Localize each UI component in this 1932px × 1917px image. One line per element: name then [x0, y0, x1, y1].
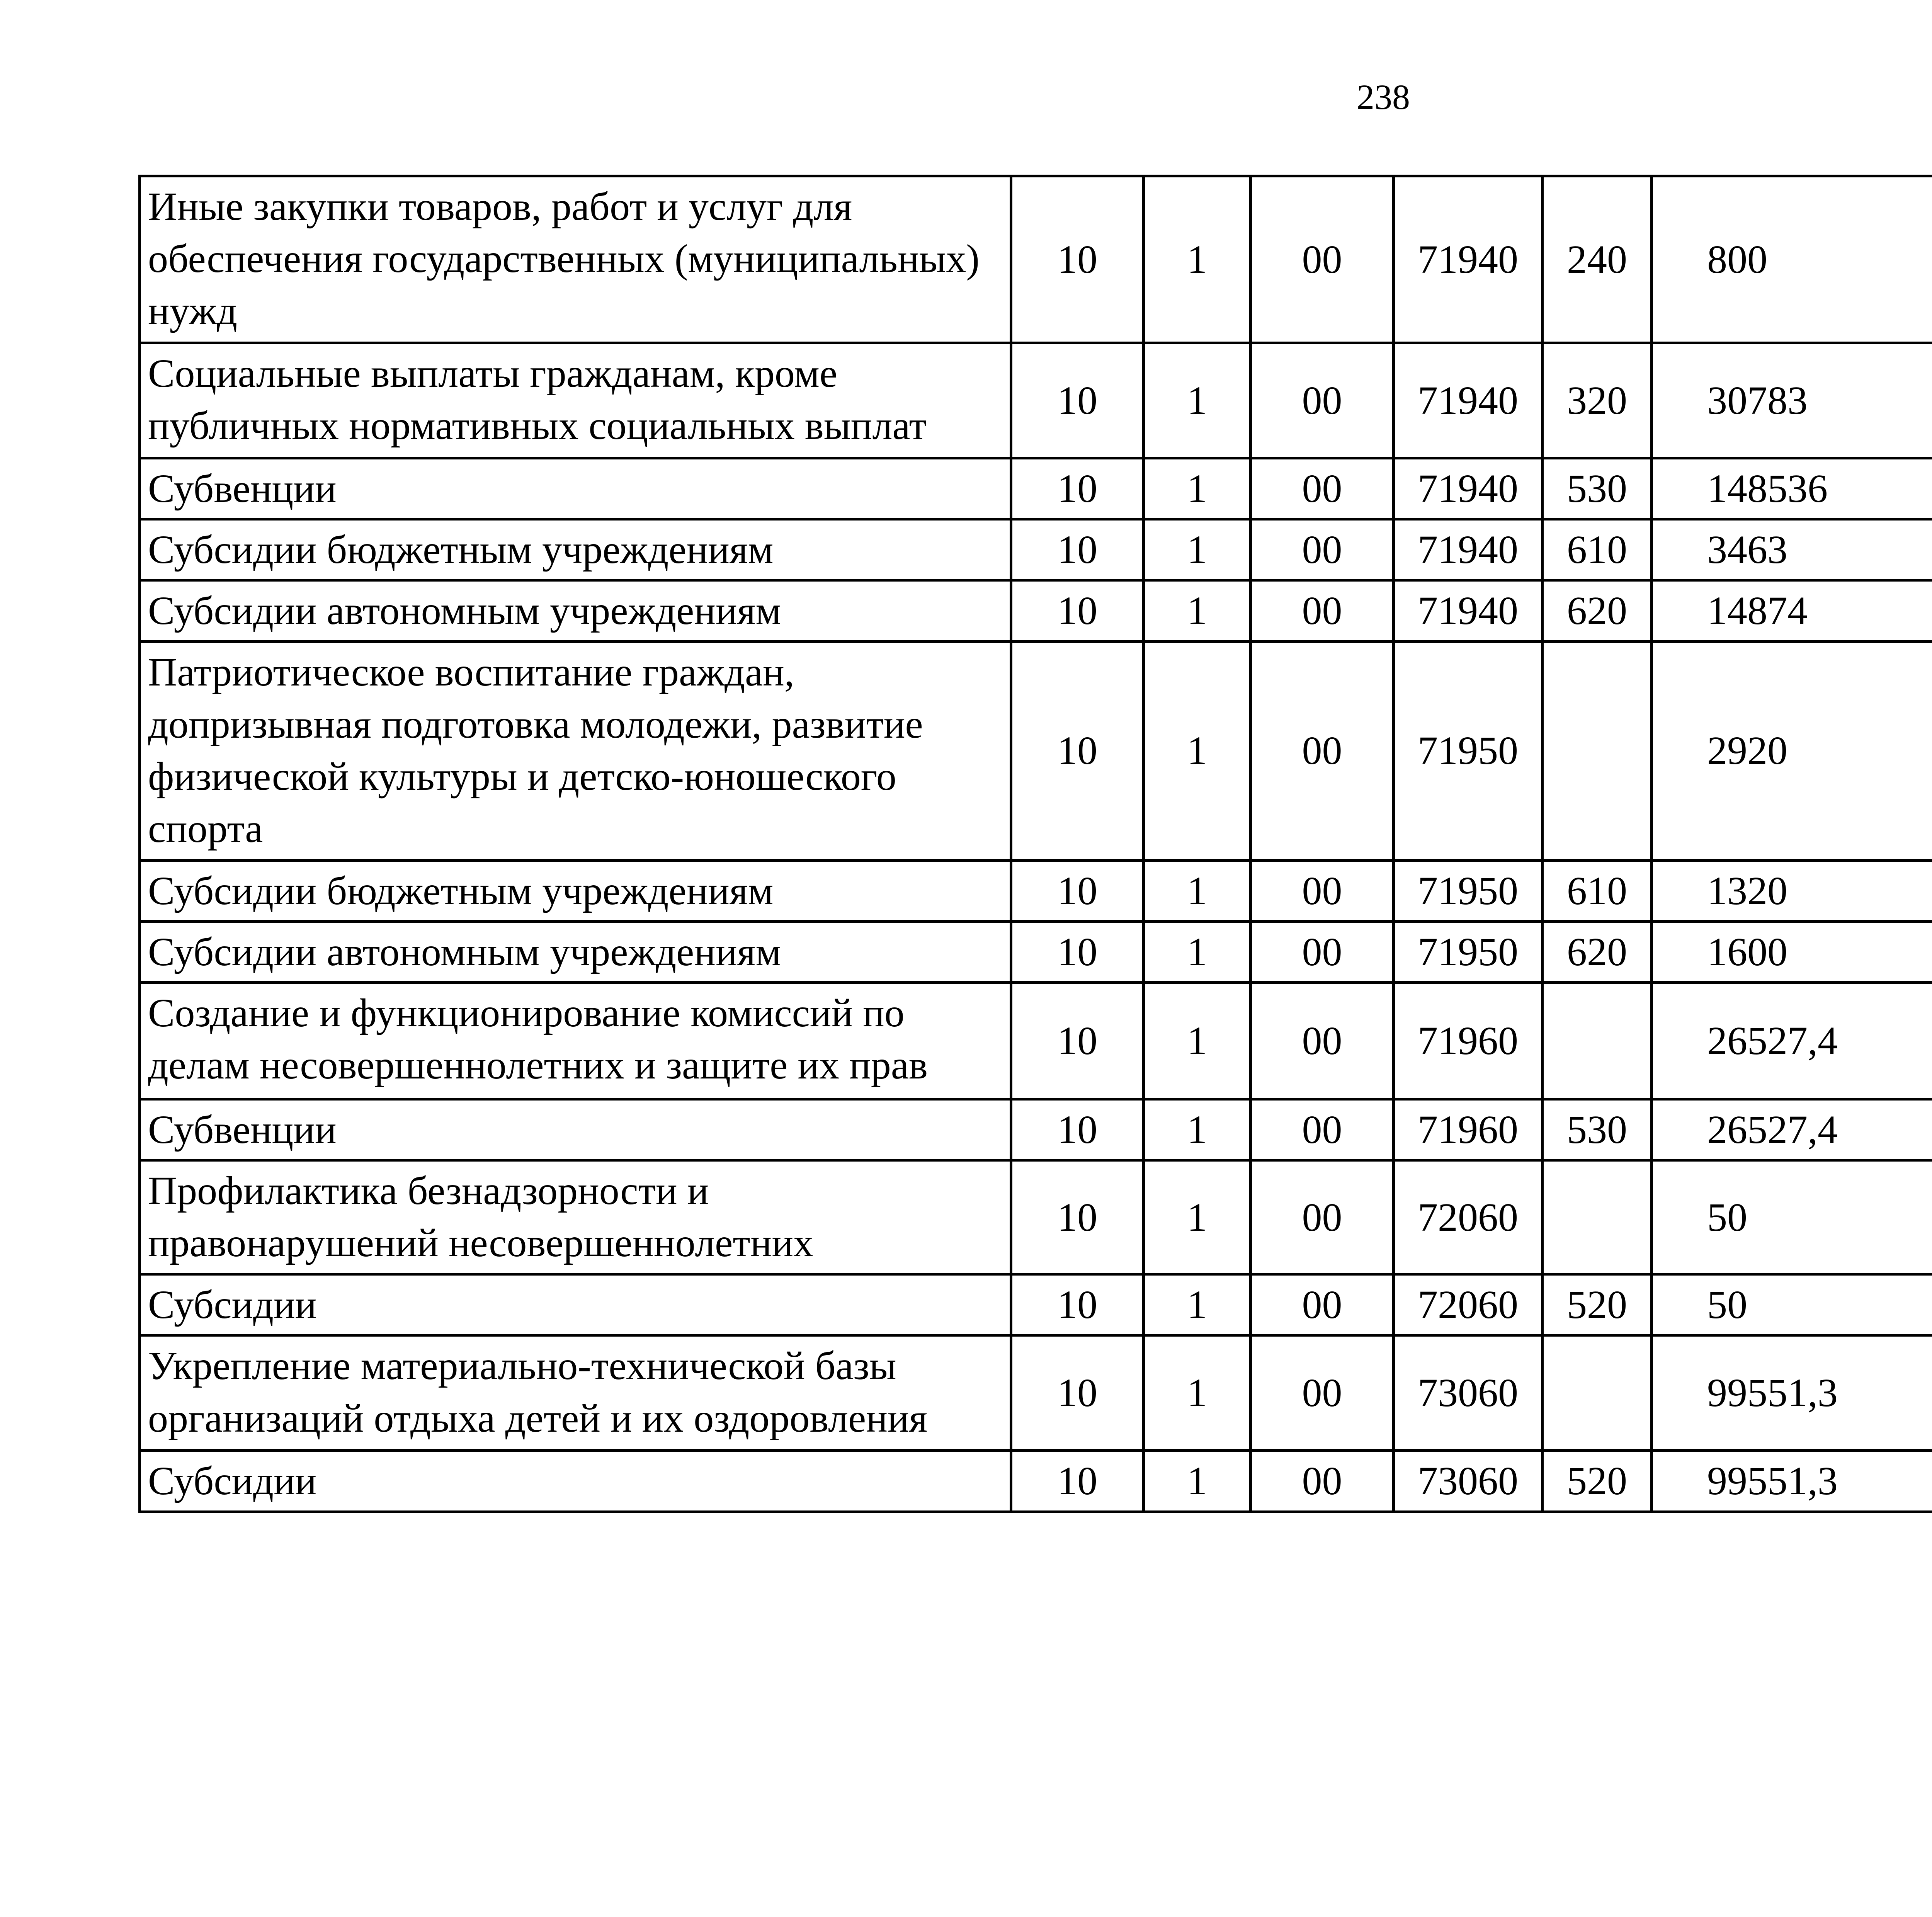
section-code-cell: 10 [1011, 1451, 1144, 1512]
expense-type-cell: 240 [1543, 176, 1652, 343]
item-name-cell: Патриотическое воспитание граждан, допризывная подготовка молодежи, развитие физической культуры и детско-юношеского спорта [140, 641, 1011, 860]
subprogram-code-cell: 00 [1251, 860, 1394, 921]
section-code-cell: 10 [1011, 1160, 1144, 1274]
section-code-cell: 10 [1011, 1274, 1144, 1335]
section-code-cell: 10 [1011, 860, 1144, 921]
section-code-cell: 10 [1011, 580, 1144, 641]
table-row [140, 921, 1932, 982]
target-code-cell: 71950 [1394, 641, 1543, 860]
subprogram-code-cell: 00 [1251, 1335, 1394, 1451]
item-name-cell: Иные закупки товаров, работ и услуг для обеспечения государственных (муниципальных) нужд [140, 176, 1011, 343]
section-code-cell: 10 [1011, 519, 1144, 580]
table-row [140, 458, 1932, 519]
section-code-cell: 10 [1011, 176, 1144, 343]
table-row [140, 1160, 1932, 1274]
subprogram-code-cell: 00 [1251, 641, 1394, 860]
section-code-cell: 10 [1011, 641, 1144, 860]
subprogram-code-cell: 00 [1251, 519, 1394, 580]
program-code-cell: 1 [1144, 176, 1251, 343]
expense-type-cell: 530 [1543, 1099, 1652, 1160]
item-name-cell: Субсидии [140, 1274, 1011, 1335]
target-code-cell: 73060 [1394, 1451, 1543, 1512]
amount-year1-cell: 148536 [1652, 458, 1932, 519]
table-row [140, 860, 1932, 921]
program-code-cell: 1 [1144, 1451, 1251, 1512]
section-code-cell: 10 [1011, 458, 1144, 519]
expense-type-cell: 610 [1543, 519, 1652, 580]
amount-year1-cell: 1320 [1652, 860, 1932, 921]
program-code-cell: 1 [1144, 641, 1251, 860]
amount-year1-cell: 50 [1652, 1274, 1932, 1335]
subprogram-code-cell: 00 [1251, 1451, 1394, 1512]
expense-type-cell: 520 [1543, 1274, 1652, 1335]
expense-type-cell [1543, 1160, 1652, 1274]
subprogram-code-cell: 00 [1251, 458, 1394, 519]
amount-year1-cell: 2920 [1652, 641, 1932, 860]
table-row [140, 982, 1932, 1099]
amount-year1-cell: 3463 [1652, 519, 1932, 580]
program-code-cell: 1 [1144, 519, 1251, 580]
target-code-cell: 71950 [1394, 860, 1543, 921]
target-code-cell: 71940 [1394, 580, 1543, 641]
item-name-cell: Укрепление материально-технической базы организаций отдыха детей и их оздоровления [140, 1335, 1011, 1451]
table-row [140, 343, 1932, 458]
item-name-cell: Профилактика безнадзорности и правонарушений несовершеннолетних [140, 1160, 1011, 1274]
target-code-cell: 72060 [1394, 1160, 1543, 1274]
table-row [140, 1335, 1932, 1451]
item-name-cell: Субвенции [140, 1099, 1011, 1160]
amount-year1-cell: 99551,3 [1652, 1451, 1932, 1512]
expense-type-cell: 610 [1543, 860, 1652, 921]
subprogram-code-cell: 00 [1251, 580, 1394, 641]
amount-year1-cell: 50 [1652, 1160, 1932, 1274]
item-name-cell: Создание и функционирование комиссий по делам несовершеннолетних и защите их прав [140, 982, 1011, 1099]
expense-type-cell: 320 [1543, 343, 1652, 458]
program-code-cell: 1 [1144, 982, 1251, 1099]
target-code-cell: 72060 [1394, 1274, 1543, 1335]
target-code-cell: 71940 [1394, 176, 1543, 343]
table-row [140, 176, 1932, 343]
section-code-cell: 10 [1011, 343, 1144, 458]
expense-type-cell [1543, 982, 1652, 1099]
item-name-cell: Субсидии автономным учреждениям [140, 921, 1011, 982]
expense-type-cell: 620 [1543, 580, 1652, 641]
amount-year1-cell: 1600 [1652, 921, 1932, 982]
subprogram-code-cell: 00 [1251, 982, 1394, 1099]
table-row [140, 580, 1932, 641]
section-code-cell: 10 [1011, 921, 1144, 982]
target-code-cell: 71950 [1394, 921, 1543, 982]
program-code-cell: 1 [1144, 1099, 1251, 1160]
program-code-cell: 1 [1144, 1335, 1251, 1451]
table-row [140, 519, 1932, 580]
item-name-cell: Субсидии автономным учреждениям [140, 580, 1011, 641]
subprogram-code-cell: 00 [1251, 1099, 1394, 1160]
program-code-cell: 1 [1144, 343, 1251, 458]
target-code-cell: 71940 [1394, 458, 1543, 519]
subprogram-code-cell: 00 [1251, 921, 1394, 982]
table-row [140, 1099, 1932, 1160]
expense-type-cell: 530 [1543, 458, 1652, 519]
table-row [140, 641, 1932, 860]
subprogram-code-cell: 00 [1251, 1274, 1394, 1335]
subprogram-code-cell: 00 [1251, 343, 1394, 458]
amount-year1-cell: 26527,4 [1652, 1099, 1932, 1160]
section-code-cell: 10 [1011, 1335, 1144, 1451]
expense-type-cell: 520 [1543, 1451, 1652, 1512]
amount-year1-cell: 14874 [1652, 580, 1932, 641]
subprogram-code-cell: 00 [1251, 176, 1394, 343]
amount-year1-cell: 30783 [1652, 343, 1932, 458]
target-code-cell: 71940 [1394, 519, 1543, 580]
program-code-cell: 1 [1144, 860, 1251, 921]
budget-table [138, 175, 1932, 1513]
section-code-cell: 10 [1011, 982, 1144, 1099]
target-code-cell: 71940 [1394, 343, 1543, 458]
item-name-cell: Социальные выплаты гражданам, кроме публичных нормативных социальных выплат [140, 343, 1011, 458]
item-name-cell: Субсидии бюджетным учреждениям [140, 519, 1011, 580]
target-code-cell: 71960 [1394, 982, 1543, 1099]
amount-year1-cell: 800 [1652, 176, 1932, 343]
program-code-cell: 1 [1144, 580, 1251, 641]
program-code-cell: 1 [1144, 921, 1251, 982]
item-name-cell: Субсидии бюджетным учреждениям [140, 860, 1011, 921]
item-name-cell: Субвенции [140, 458, 1011, 519]
section-code-cell: 10 [1011, 1099, 1144, 1160]
subprogram-code-cell: 00 [1251, 1160, 1394, 1274]
amount-year1-cell: 26527,4 [1652, 982, 1932, 1099]
program-code-cell: 1 [1144, 458, 1251, 519]
program-code-cell: 1 [1144, 1160, 1251, 1274]
table-row [140, 1451, 1932, 1512]
item-name-cell: Субсидии [140, 1451, 1011, 1512]
program-code-cell: 1 [1144, 1274, 1251, 1335]
expense-type-cell [1543, 1335, 1652, 1451]
expense-type-cell [1543, 641, 1652, 860]
table-row [140, 1274, 1932, 1335]
amount-year1-cell: 99551,3 [1652, 1335, 1932, 1451]
target-code-cell: 71960 [1394, 1099, 1543, 1160]
page-number: 238 [1357, 77, 1410, 117]
expense-type-cell: 620 [1543, 921, 1652, 982]
target-code-cell: 73060 [1394, 1335, 1543, 1451]
